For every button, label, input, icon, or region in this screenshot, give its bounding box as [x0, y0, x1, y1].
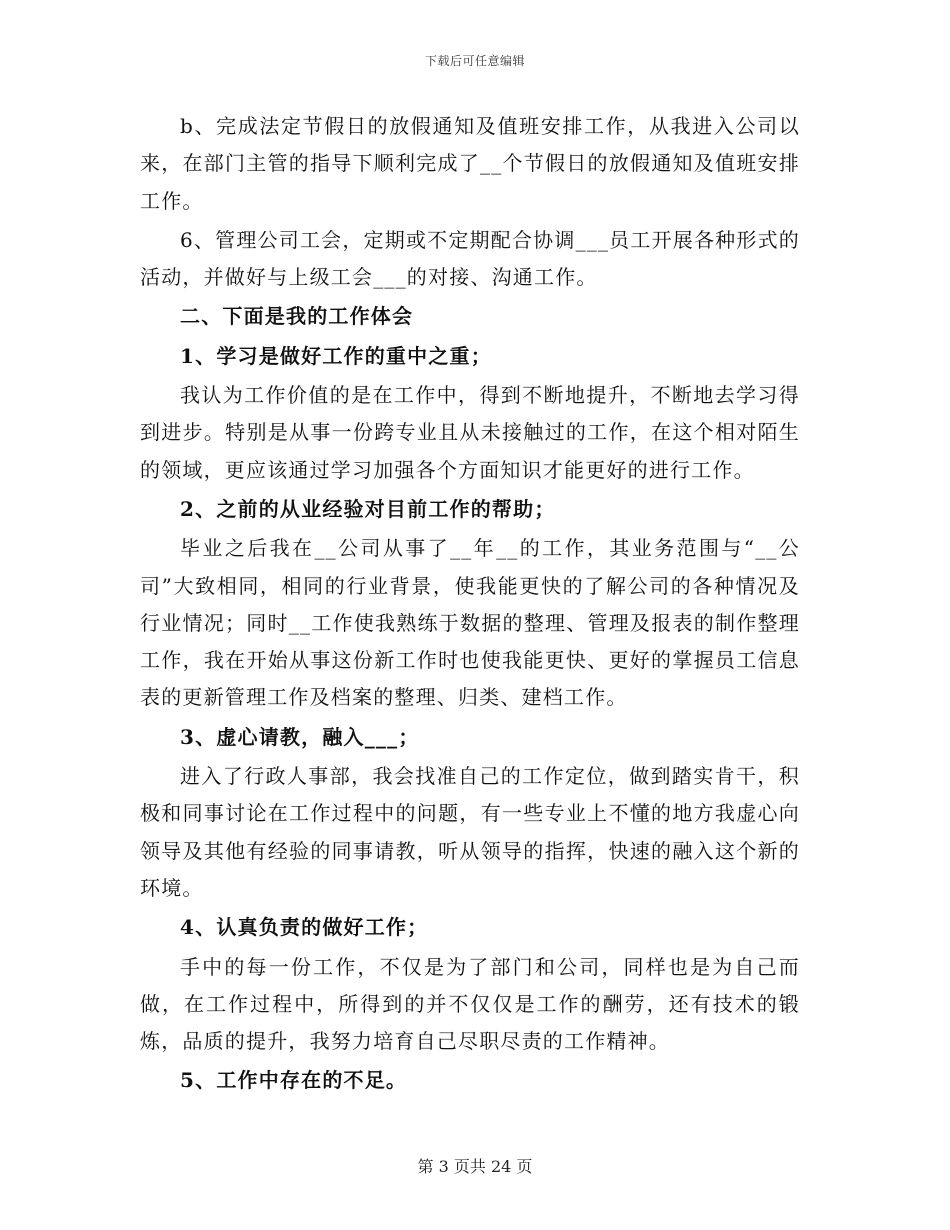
paragraph-learning: 我认为工作价值的是在工作中，得到不断地提升，不断地去学习得到进步。特别是从事一份跨专业且从未接触过的工作，在这个相对陌生的领域，更应该通过学习加强各个方面知识才能更好的进行工作。 — [140, 383, 800, 482]
page-number: 第 3 页共 24 页 — [417, 1157, 533, 1176]
paragraph-humble: 进入了行政人事部，我会找准自己的工作定位，做到踏实肯干，积极和同事讨论在工作过程中的问题，有一些专业上不懂的地方我虚心向领导及其他有经验的同事请教，听从领导的指挥，快速的融入这个新的环境。 — [140, 764, 800, 900]
paragraph-responsible: 手中的每一份工作，不仅是为了部门和公司，同样也是为自己而做，在工作过程中，所得到的并不仅仅是工作的酬劳，还有技术的锻炼，品质的提升，我努力培育自己尽职尽责的工作精神。 — [140, 954, 800, 1054]
paragraph-union: 6、管理公司工会，定期或不定期配合协调___员工开展各种形式的活动，并做好与上级工会___的对接、沟通工作。 — [140, 227, 800, 290]
page-header: 下载后可任意编辑 — [424, 54, 525, 68]
subheading-humble: 3、虚心请教，融入___； — [180, 724, 420, 749]
paragraph-holiday-notice: b、完成法定节假日的放假通知及值班安排工作，从我进入公司以来，在部门主管的指导下顺利完成了__个节假日的放假通知及值班安排工作。 — [140, 114, 800, 213]
paragraph-prior-experience: 毕业之后我在__公司从事了__年__的工作，其业务范围与“__公司”大致相同，相同的行业背景，使我能更快的了解公司的各种情况及行业情况；同时__工作使我熟练于数据的整理、管理及报表的制作整理工作，我在开始从事这份新工作时也使我能更快、更好的掌握员工信息表的更新管理工作及档案的整理、归类、建档工作。 — [140, 536, 800, 710]
subheading-responsible: 4、认真负责的做好工作； — [180, 915, 429, 940]
subheading-shortcomings: 5、工作中存在的不足。 — [180, 1068, 408, 1093]
subheading-prior-experience: 2、之前的从业经验对目前工作的帮助； — [180, 496, 556, 521]
document-body — [140, 108, 800, 1102]
subheading-learning: 1、学习是做好工作的重中之重； — [180, 343, 492, 368]
section-heading-experience: 二、下面是我的工作体会 — [180, 304, 414, 329]
